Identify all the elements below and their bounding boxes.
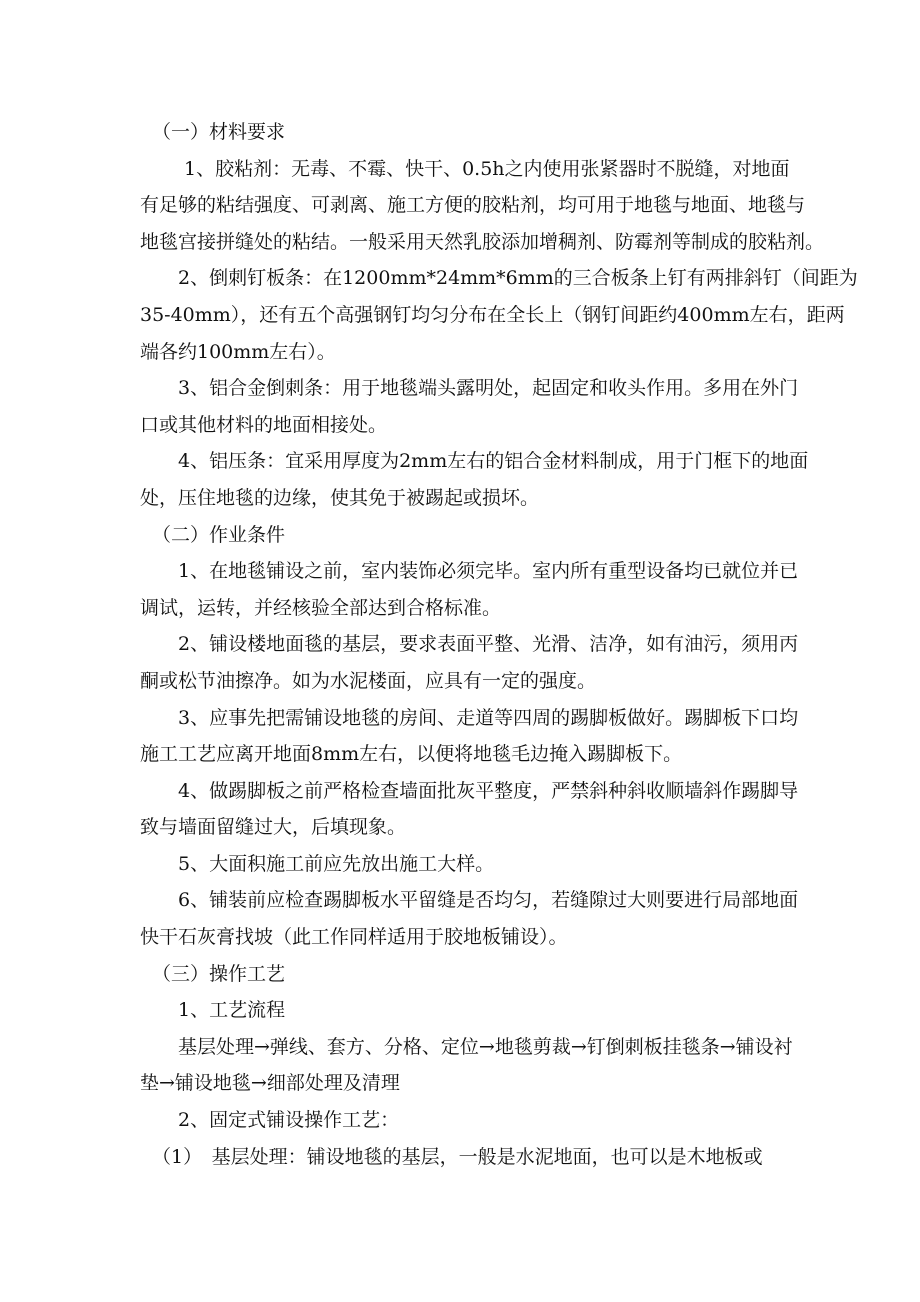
text-line: 4、铝压条：宜采用厚度为2mm左右的铝合金材料制成，用于门框下的地面 [178,450,809,473]
text-line: 基层处理→弹线、套方、分格、定位→地毯剪裁→钉倒刺板挂毯条→铺设衬 [178,1035,793,1058]
text-line: 地毯宫接拼缝处的粘结。一般采用天然乳胶添加增稠剂、防霉剂等制成的胶粘剂。 [140,230,825,253]
paragraph [140,370,800,443]
text-line: 3、应事先把需铺设地毯的房间、走道等四周的踢脚板做好。踢脚板下口均 [178,706,799,729]
section-heading [140,517,800,554]
text-line: 施工工艺应离开地面8mm左右，以便将地毯毛边掩入踢脚板下。 [140,743,683,766]
text-line: 35-40mm），还有五个高强钢钉均匀分布在全长上（钢钉间距约400mm左右，距两 [140,303,845,326]
paragraph [140,773,800,846]
text-line: 有足够的粘结强度、可剥离、施工方便的胶粘剂，均可用于地毯与地面、地毯与 [140,194,806,217]
text-line: 致与墙面留缝过大，后填现象。 [140,816,407,839]
text-line: （三）操作工艺 [152,962,286,985]
section-heading [140,956,800,993]
text-line: 调试，运转，并经核验全部达到合格标准。 [140,596,502,619]
section-heading [140,114,800,151]
text-line: 垫→铺设地毯→细部处理及清理 [140,1072,400,1095]
text-line: 快干石灰膏找坡（此工作同样适用于胶地板铺设）。 [140,926,568,949]
text-line: 5、大面积施工前应先放出施工大样。 [178,852,495,875]
text-line: 口或其他材料的地面相接处。 [140,413,388,436]
paragraph [140,443,809,516]
paragraph [140,553,800,626]
text-line: 3、铝合金倒刺条：用于地毯端头露明处，起固定和收头作用。多用在外门 [178,377,799,400]
paragraph [140,1139,800,1176]
text-line: 1、工艺流程 [178,999,286,1022]
paragraph [140,151,825,261]
document-body [140,114,858,1175]
text-line: 处，压住地毯的边缘，使其免于被踢起或损坏。 [140,486,540,509]
text-line: 2、倒刺钉板条：在1200mm*24mm*6mm的三合板条上钉有两排斜钉（间距为 [178,267,858,290]
paragraph [140,626,800,699]
paragraph [140,700,800,773]
paragraph [140,1029,800,1102]
text-line: 2、铺设楼地面毯的基层，要求表面平整、光滑、洁净，如有油污，须用丙 [178,633,799,656]
paragraph [140,882,800,955]
text-line: 2、固定式铺设操作工艺： [178,1109,400,1132]
paragraph [140,1102,800,1139]
text-line: 1、在地毯铺设之前，室内装饰必须完毕。室内所有重型设备均已就位并已 [178,560,799,583]
text-line: 4、做踢脚板之前严格检查墙面批灰平整度，严禁斜种斜收顺墙斜作踢脚导 [178,779,799,802]
paragraph [140,260,858,370]
text-line: 端各约100mm左右）。 [140,340,336,363]
text-line: 6、铺装前应检查踢脚板水平留缝是否均匀，若缝隙过大则要进行局部地面 [178,889,799,912]
paragraph [140,846,800,883]
text-line: （1） 基层处理：铺设地毯的基层，一般是水泥地面，也可以是木地板或 [152,1145,763,1168]
text-line: （一）材料要求 [152,121,286,143]
text-line: （二）作业条件 [152,523,286,546]
paragraph [140,992,800,1029]
text-line: 酮或松节油擦净。如为水泥楼面，应具有一定的强度。 [140,669,597,692]
text-line: 1、胶粘剂：无毒、不霉、快干、0.5h之内使用张紧器时不脱缝，对地面 [184,157,790,180]
